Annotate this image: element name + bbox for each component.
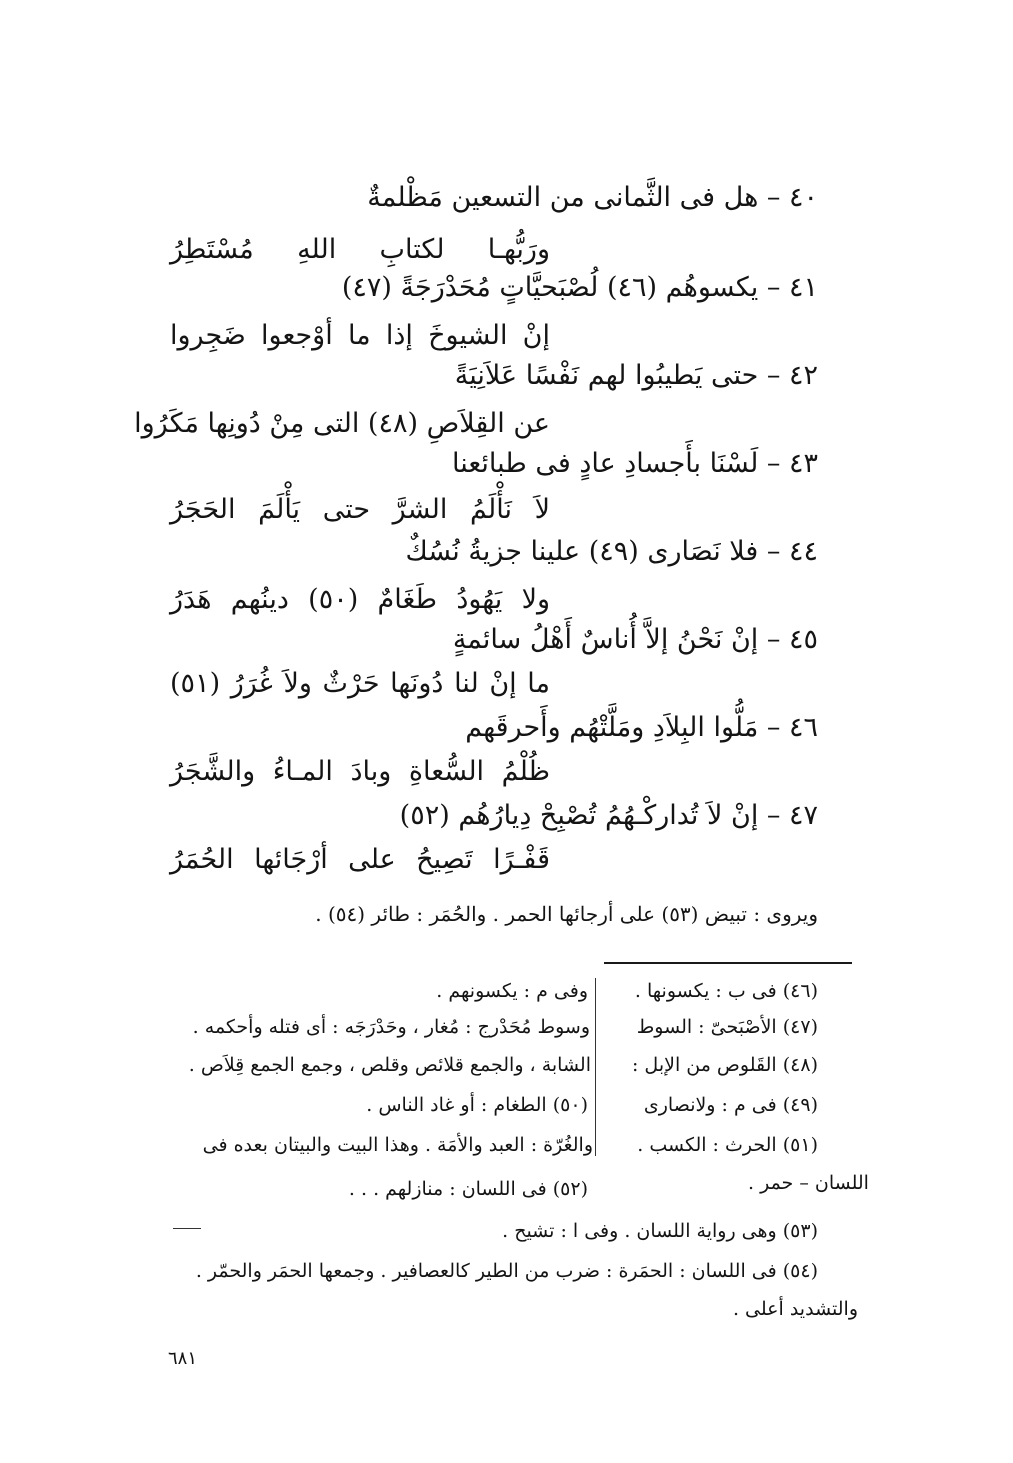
verse-46-first: ٤٦ – مَلُّوا البِلاَدِ ومَلَّتْهُم وأَحرقَهم	[465, 712, 818, 743]
variant-note: ويروى : تبيض (٥٣) على أرجائها الحمر . والحُمَر : طائر (٥٤) .	[315, 902, 818, 926]
footnote-51: (٥١) الحرث : الكسب .	[637, 1134, 818, 1156]
verse-45-first: ٤٥ – إنْ نَحْنُ إلاَّ أُناسٌ أَهْلُ سائمةٍ	[452, 624, 818, 655]
verse-42-second: عن القِلاَصِ (٤٨) التى مِنْ دُونِها مَكَرُوا	[134, 408, 550, 439]
verse-43-first: ٤٣ – لَسْنَا بأَجسادِ عادٍ فى طبائعنا	[451, 448, 818, 479]
verse-44-first: ٤٤ – فلا نَصَارى (٤٩) علينا جزيةُ نُسُكٌ	[405, 536, 818, 567]
footnote-52: (٥٢) فى اللسان : منازلهم . . .	[348, 1178, 588, 1200]
footnote-46-variant: وفى م : يكسونهم .	[436, 980, 588, 1002]
footnote-48-cont: الشابة ، والجمع قلائص وقلص ، وجمع الجمع قِلاَص .	[188, 1054, 591, 1076]
verse-40-second: ورَبُّهـا لكتابِ اللهِ مُسْتَطِرُ	[170, 234, 550, 265]
verse-47-first: ٤٧ – إنْ لاَ تُداركْـهُمُ تُصْبِحْ دِيارُهُم (٥٢)	[399, 800, 818, 831]
verse-40-first: ٤٠ – هل فى الثَّمانى من التسعين مَظْلمةٌ	[367, 182, 818, 213]
verse-46-second: ظُلْمُ السُّعاةِ وبادَ المـاءُ والشَّجَرُ	[170, 756, 550, 787]
verse-43-second: لاَ نَأْلَمُ الشرَّ حتى يَأْلَمَ الحَجَرُ	[170, 494, 550, 525]
footnote-51-cont: والغُرّة : العبد والأمَة . وهذا البيت والبيتان بعده فى	[202, 1134, 593, 1156]
verse-47-second: قَفْـرًا تَصِيحُ على أرْجَائها الحُمَرُ	[170, 844, 550, 875]
verse-41-first: ٤١ – يكسوهُم (٤٦) لُصْبَحيَّاتٍ مُحَدْرَجَةً (٤٧)	[341, 272, 818, 303]
footnote-46: (٤٦) فى ب : يكسونها .	[634, 980, 818, 1002]
verse-45-second: ما إنْ لنا دُونَها حَرْثٌ ولاَ غُرَرُ (٥١)	[170, 668, 550, 699]
verse-41-second: إنْ الشيوخَ إذا ما أوْجعوا ضَجِروا	[170, 320, 550, 351]
separator-dash	[173, 1228, 201, 1229]
column-divider	[595, 978, 596, 1156]
footnote-53: (٥٣) وهى رواية اللسان . وفى ا : تشيح .	[502, 1220, 818, 1242]
footnote-rule	[604, 962, 852, 964]
footnote-54-cont: والتشديد أعلى .	[732, 1298, 858, 1320]
footnote-48: (٤٨) القَلوص من الإبل :	[631, 1054, 818, 1076]
page-number: ٦٨١	[168, 1348, 198, 1369]
footnote-51-end: اللسان – حمر .	[748, 1172, 869, 1194]
footnote-49: (٤٩) فى م : ولانصارى	[643, 1094, 818, 1116]
footnote-47-cont: وسوط مُحَدْرج : مُغار ، وحَدْرَجَه : أى فتله وأحكمه .	[192, 1016, 590, 1038]
footnote-50: (٥٠) الطغام : أو غاد الناس .	[366, 1094, 588, 1116]
verse-44-second: ولا يَهُودُ طَغَامٌ (٥٠) دينُهم هَدَرُ	[170, 584, 551, 615]
verse-42-first: ٤٢ – حتى يَطيبُوا لهم نَفْسًا عَلاَنِيَةً	[454, 360, 818, 391]
footnote-54: (٥٤) فى اللسان : الحمَرة : ضرب من الطير كالعصافير . وجمعها الحمَر والحمّر .	[195, 1260, 818, 1282]
footnote-47: (٤٧) الأصْبَحىّ : السوط	[636, 1016, 818, 1038]
